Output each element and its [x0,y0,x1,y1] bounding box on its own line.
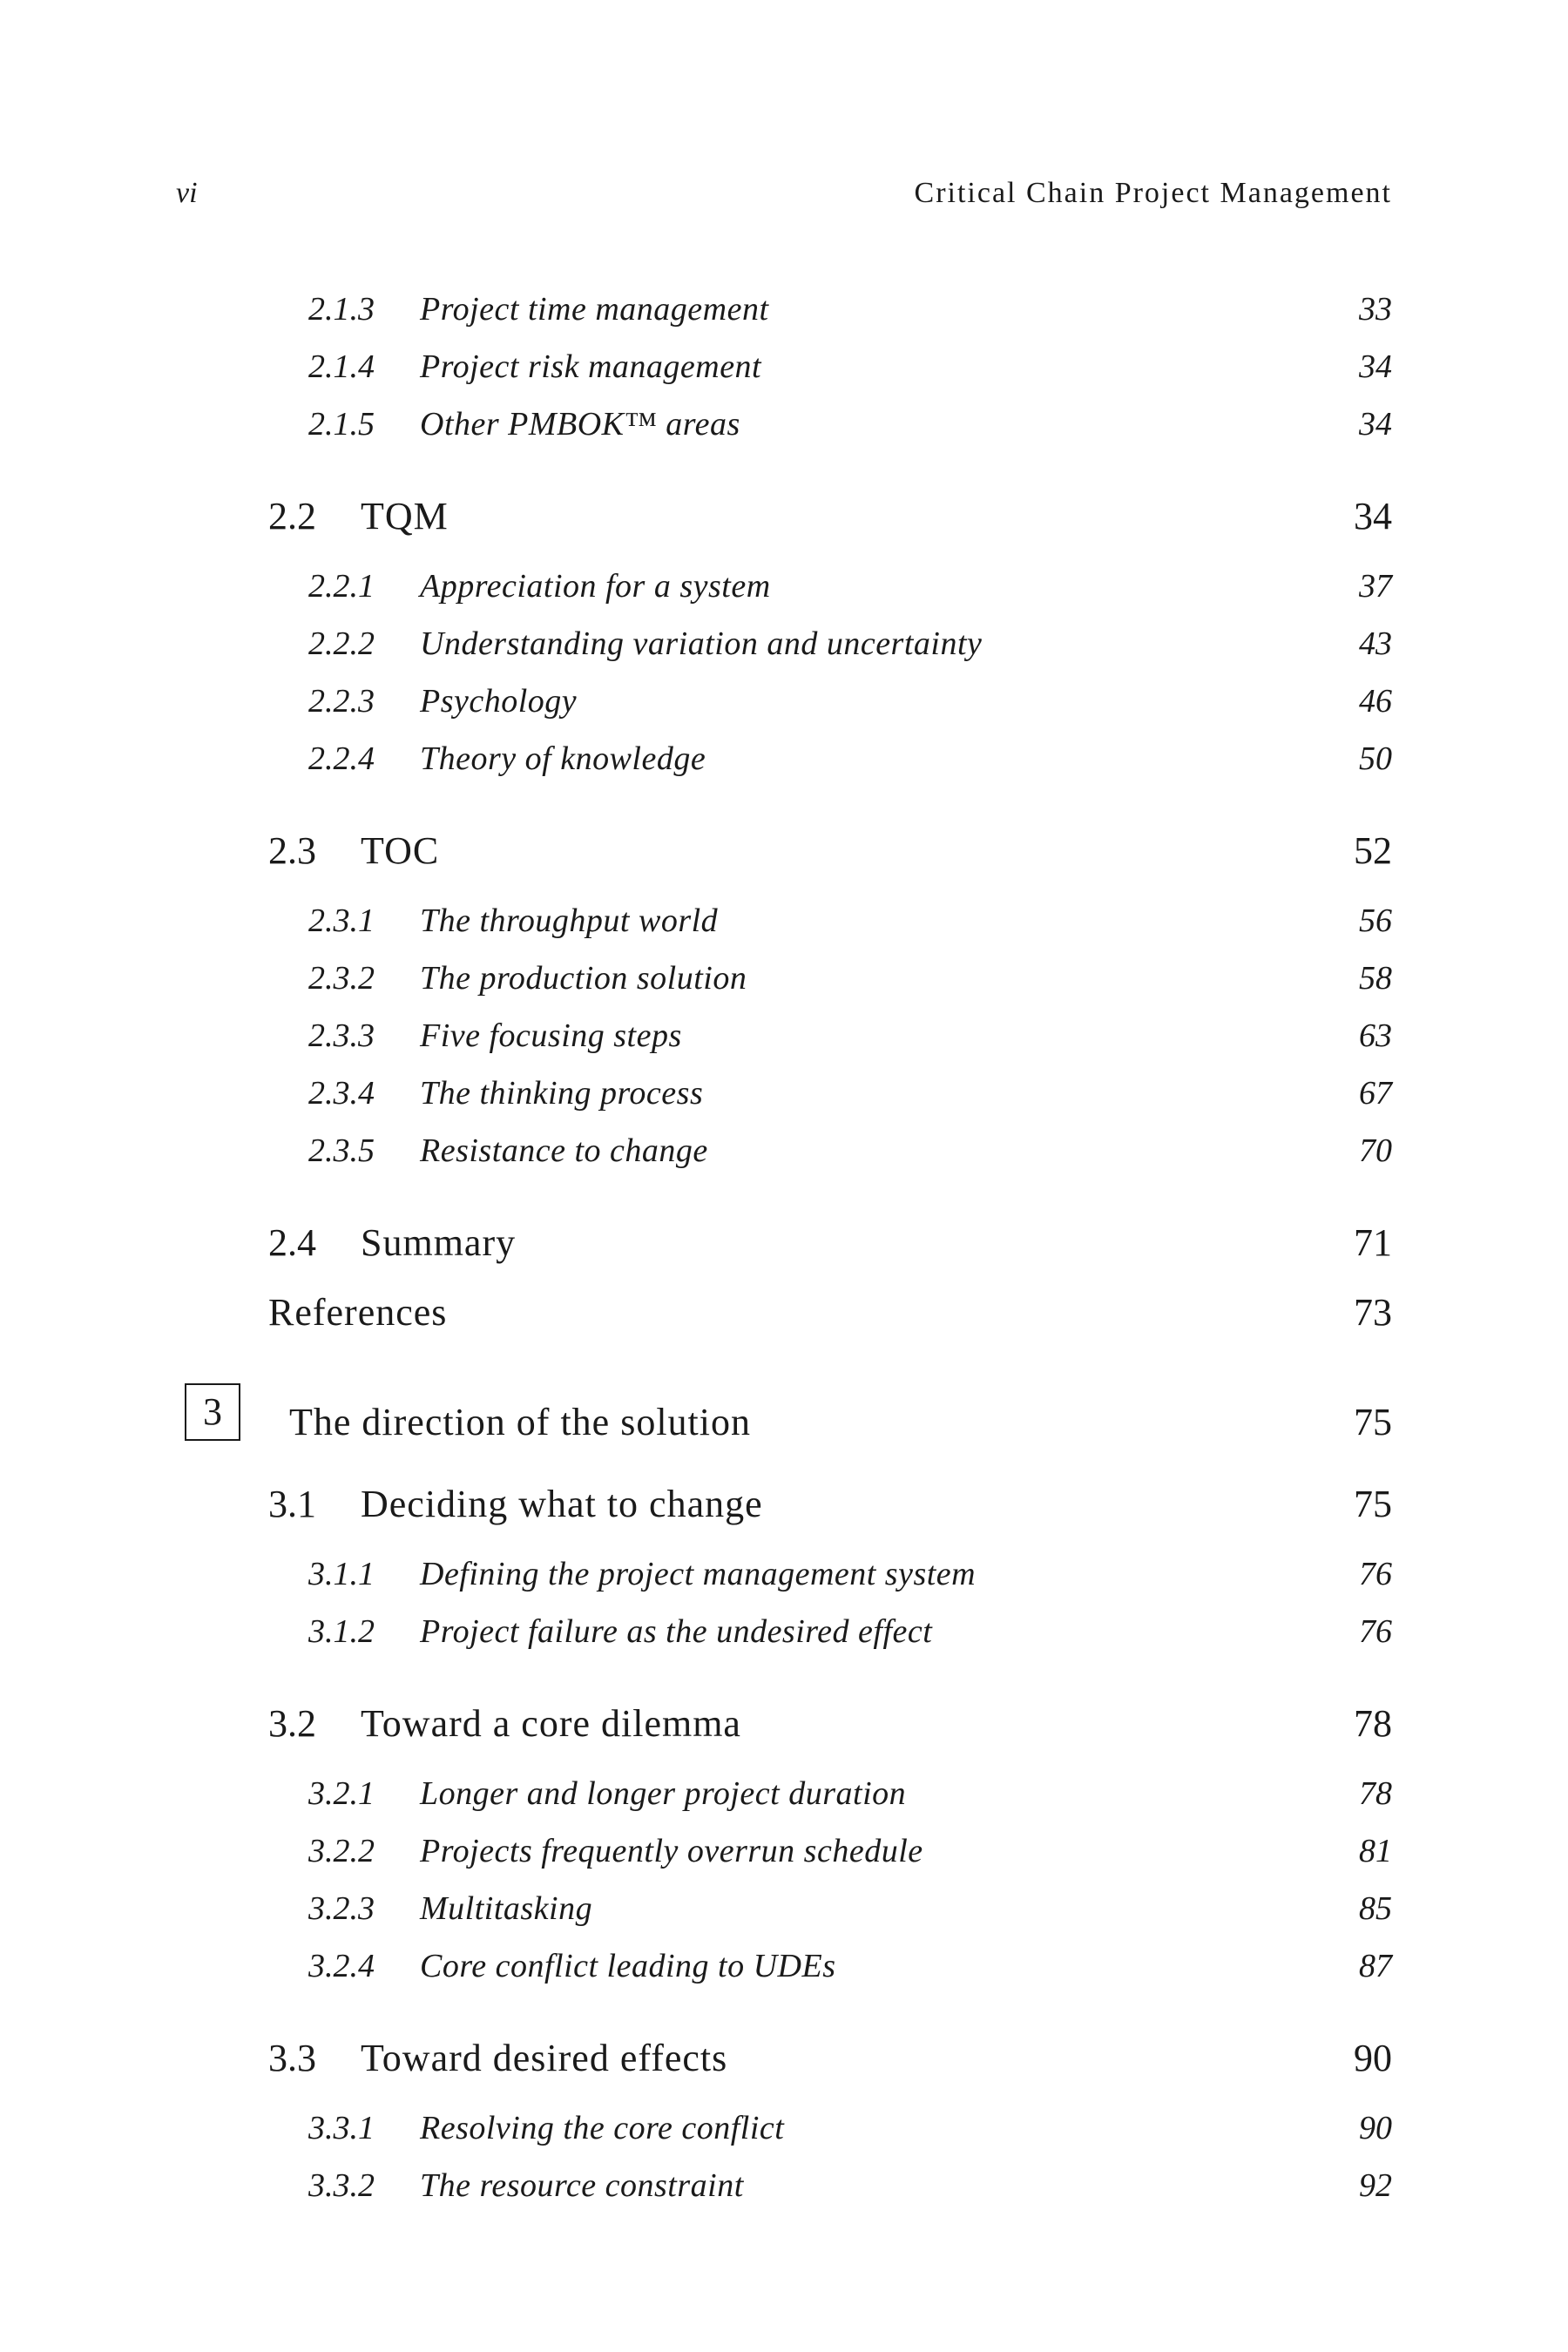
entry-title: The production solution [420,960,747,997]
toc-entry[interactable] [0,1944,1568,1988]
toc-chapter[interactable] [0,1399,1568,1443]
entry-page: 50 [1359,740,1392,777]
entry-title: Theory of knowledge [420,740,706,777]
entry-number: 2.1.3 [308,291,375,328]
toc-section[interactable] [0,828,1568,871]
entry-number: 3.1.1 [308,1556,375,1592]
section-page: 71 [1354,1221,1392,1264]
toc-entry[interactable] [0,1552,1568,1596]
entry-page: 46 [1359,683,1392,720]
toc-section[interactable] [0,1481,1568,1524]
section-title: References [268,1291,448,1334]
entry-page: 37 [1359,568,1392,605]
entry-title: The throughput world [420,902,719,939]
section-page: 90 [1354,2037,1392,2079]
entry-page: 34 [1359,406,1392,443]
entry-number: 2.3.3 [308,1017,375,1054]
running-title: Critical Chain Project Management [914,177,1392,209]
entry-page: 85 [1359,1890,1392,1927]
entry-title: Projects frequently overrun schedule [420,1833,923,1869]
toc-entry[interactable] [0,2106,1568,2150]
toc-section[interactable] [0,1289,1568,1333]
toc-entry[interactable] [0,402,1568,446]
section-title: Summary [361,1221,517,1264]
section-page: 78 [1354,1702,1392,1745]
toc-entry[interactable] [0,1014,1568,1058]
toc-entry[interactable] [0,737,1568,781]
entry-number: 3.2.1 [308,1775,375,1812]
toc-entry[interactable] [0,679,1568,723]
section-number: 2.4 [268,1221,316,1264]
toc-entry[interactable] [0,956,1568,1000]
toc-entry[interactable] [0,564,1568,608]
section-number: 2.2 [268,495,316,537]
toc-entry[interactable] [0,1772,1568,1815]
entry-number: 2.3.4 [308,1075,375,1112]
section-page: 34 [1354,495,1392,537]
toc-entry[interactable] [0,1829,1568,1873]
entry-title: Appreciation for a system [420,568,771,605]
toc-entry[interactable] [0,287,1568,331]
section-page: 52 [1354,829,1392,872]
toc-section[interactable] [0,1220,1568,1263]
section-number: 3.3 [268,2037,316,2079]
entry-number: 3.1.2 [308,1613,375,1650]
chapter-number-box: 3 [185,1383,240,1441]
entry-number: 2.3.5 [308,1132,375,1169]
entry-page: 63 [1359,1017,1392,1054]
section-page: 75 [1354,1483,1392,1525]
toc-entry[interactable] [0,622,1568,666]
entry-number: 3.3.2 [308,2167,375,2204]
chapter-title: The direction of the solution [289,1401,751,1443]
entry-page: 87 [1359,1948,1392,1984]
toc-section[interactable] [0,2035,1568,2078]
entry-title: Resolving the core conflict [420,2110,785,2146]
toc-entry[interactable] [0,1129,1568,1173]
entry-title: Defining the project management system [420,1556,977,1592]
entry-page: 33 [1359,291,1392,328]
toc-section[interactable] [0,493,1568,537]
entry-page: 76 [1359,1613,1392,1650]
entry-title: Project failure as the undesired effect [420,1613,933,1650]
entry-number: 2.2.2 [308,625,375,662]
section-number: 3.2 [268,1702,316,1745]
entry-title: Understanding variation and uncertainty [420,625,983,662]
entry-page: 70 [1359,1132,1392,1169]
entry-title: Other PMBOK™ areas [420,406,740,443]
section-title: Toward a core dilemma [361,1702,741,1745]
toc-entry[interactable] [0,1071,1568,1115]
entry-page: 34 [1359,348,1392,385]
entry-page: 78 [1359,1775,1392,1812]
entry-title: Resistance to change [420,1132,708,1169]
section-number: 2.3 [268,829,316,872]
chapter-page: 75 [1354,1401,1392,1443]
section-page: 73 [1354,1291,1392,1334]
entry-number: 3.3.1 [308,2110,375,2146]
entry-title: Core conflict leading to UDEs [420,1948,836,1984]
entry-number: 2.2.1 [308,568,375,605]
toc-entry[interactable] [0,2164,1568,2207]
section-title: Deciding what to change [361,1483,763,1525]
entry-number: 2.3.2 [308,960,375,997]
entry-number: 2.1.5 [308,406,375,443]
section-title: TQM [361,495,449,537]
entry-page: 56 [1359,902,1392,939]
toc-entry[interactable] [0,345,1568,389]
entry-number: 2.3.1 [308,902,375,939]
section-title: TOC [361,829,440,872]
entry-title: Psychology [420,683,578,720]
entry-number: 3.2.3 [308,1890,375,1927]
entry-title: The thinking process [420,1075,704,1112]
entry-number: 2.2.3 [308,683,375,720]
page-number: vi [176,177,198,209]
entry-title: The resource constraint [420,2167,744,2204]
entry-number: 3.2.2 [308,1833,375,1869]
section-title: Toward desired effects [361,2037,728,2079]
toc-entry[interactable] [0,1610,1568,1653]
entry-title: Five focusing steps [420,1017,682,1054]
entry-number: 2.2.4 [308,740,375,777]
toc-entry[interactable] [0,899,1568,943]
section-number: 3.1 [268,1483,316,1525]
entry-number: 3.2.4 [308,1948,375,1984]
entry-page: 81 [1359,1833,1392,1869]
entry-page: 76 [1359,1556,1392,1592]
entry-page: 58 [1359,960,1392,997]
entry-title: Multitasking [420,1890,593,1927]
toc-entry[interactable] [0,1887,1568,1930]
entry-page: 92 [1359,2167,1392,2204]
entry-title: Longer and longer project duration [420,1775,907,1812]
entry-number: 2.1.4 [308,348,375,385]
entry-title: Project time management [420,291,769,328]
entry-page: 67 [1359,1075,1392,1112]
entry-page: 43 [1359,625,1392,662]
toc-section[interactable] [0,1700,1568,1744]
entry-page: 90 [1359,2110,1392,2146]
entry-title: Project risk management [420,348,762,385]
